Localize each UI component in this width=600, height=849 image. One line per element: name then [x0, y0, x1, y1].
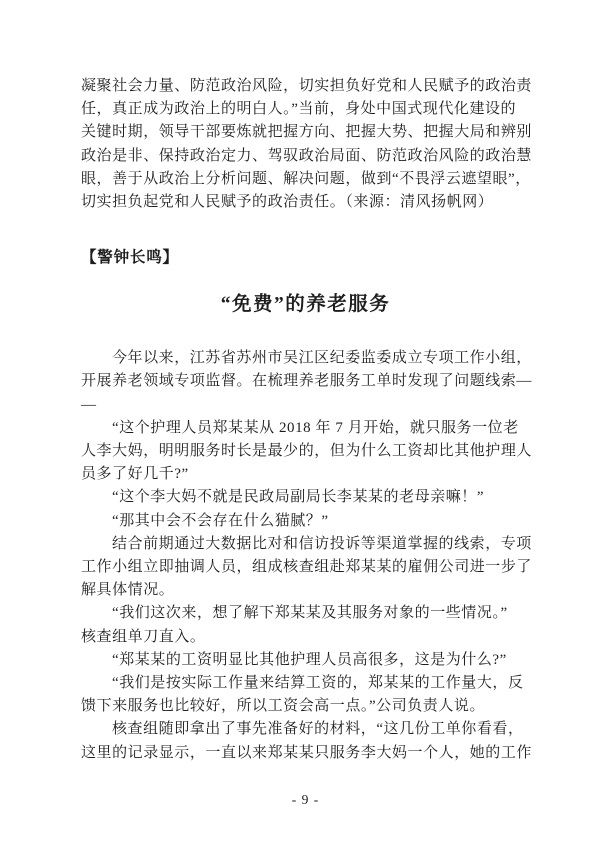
article-body: [81, 347, 530, 765]
text-line: 馈下来服务也比较好，所以工资会高一点。”公司负责人说。: [81, 698, 486, 715]
text-line: 解具体情况。: [81, 582, 175, 599]
text-line: 凝聚社会力量、防范政治风险，切实担负好党和人民赋予的政治责: [81, 78, 532, 94]
text-line: 结合前期通过大数据比对和信访投诉等渠道掌握的线索，专项: [112, 535, 532, 552]
article-title: “免费”的养老服务: [220, 294, 391, 316]
text-line: 关键时期，领导干部要炼就把握方向、把握大势、把握大局和辨别: [81, 124, 532, 141]
intro-paragraph: [81, 75, 530, 214]
text-line: 这里的记录显示，一直以来郑某某只服务李大妈一个人，她的工作: [81, 744, 532, 761]
text-line: “这个李大妈不就是民政局副局长李某某的老母亲嘛！”: [112, 489, 485, 506]
text-line: “郑某某的工资明显比其他护理人员高很多，这是为什么?”: [112, 651, 507, 668]
text-line: 人李大妈，明明服务时长是最少的，但为什么工资却比其他护理人: [81, 443, 532, 460]
text-line: “这个护理人员郑某某从 2018 年 7 月开始，就只服务一位老: [112, 419, 519, 436]
page-number: - 9 -: [291, 791, 320, 807]
text-line: —: [81, 396, 97, 413]
text-line: 政治是非、保持政治定力、驾驭政治局面、防范政治风险的政治慧: [81, 147, 532, 164]
text-line: 开展养老领域专项监督。在梳理养老服务工单时发现了问题线索—: [81, 373, 532, 390]
text-line: “我们是按实际工作量来结算工资的，郑某某的工作量大，反: [112, 675, 524, 692]
text-line: 员多了好几千?”: [81, 466, 189, 483]
text-line: 核查组单刀直入。: [81, 628, 206, 645]
text-line: 眼，善于从政治上分析问题、解决问题，做到“不畏浮云遮望眼”，: [81, 170, 531, 187]
text-line: 今年以来，江苏省苏州市吴江区纪委监委成立专项工作小组，: [112, 350, 532, 367]
text-line: 核查组随即拿出了事先准备好的材料，“这几份工单你看看，: [112, 721, 524, 738]
text-line: 切实担负起党和人民赋予的政治责任。（来源：清风扬帆网）: [81, 194, 494, 211]
section-header: 【警钟长鸣】: [81, 249, 179, 267]
text-line: 工作小组立即抽调人员，组成核查组赴郑某某的雇佣公司进一步了: [81, 559, 532, 576]
text-line: 任，真正成为政治上的明白人。”当前，身处中国式现代化建设的: [81, 101, 517, 118]
text-line: “那其中会不会存在什么猫腻？”: [112, 512, 329, 529]
text-line: “我们这次来，想了解下郑某某及其服务对象的一些情况。”: [112, 605, 508, 622]
